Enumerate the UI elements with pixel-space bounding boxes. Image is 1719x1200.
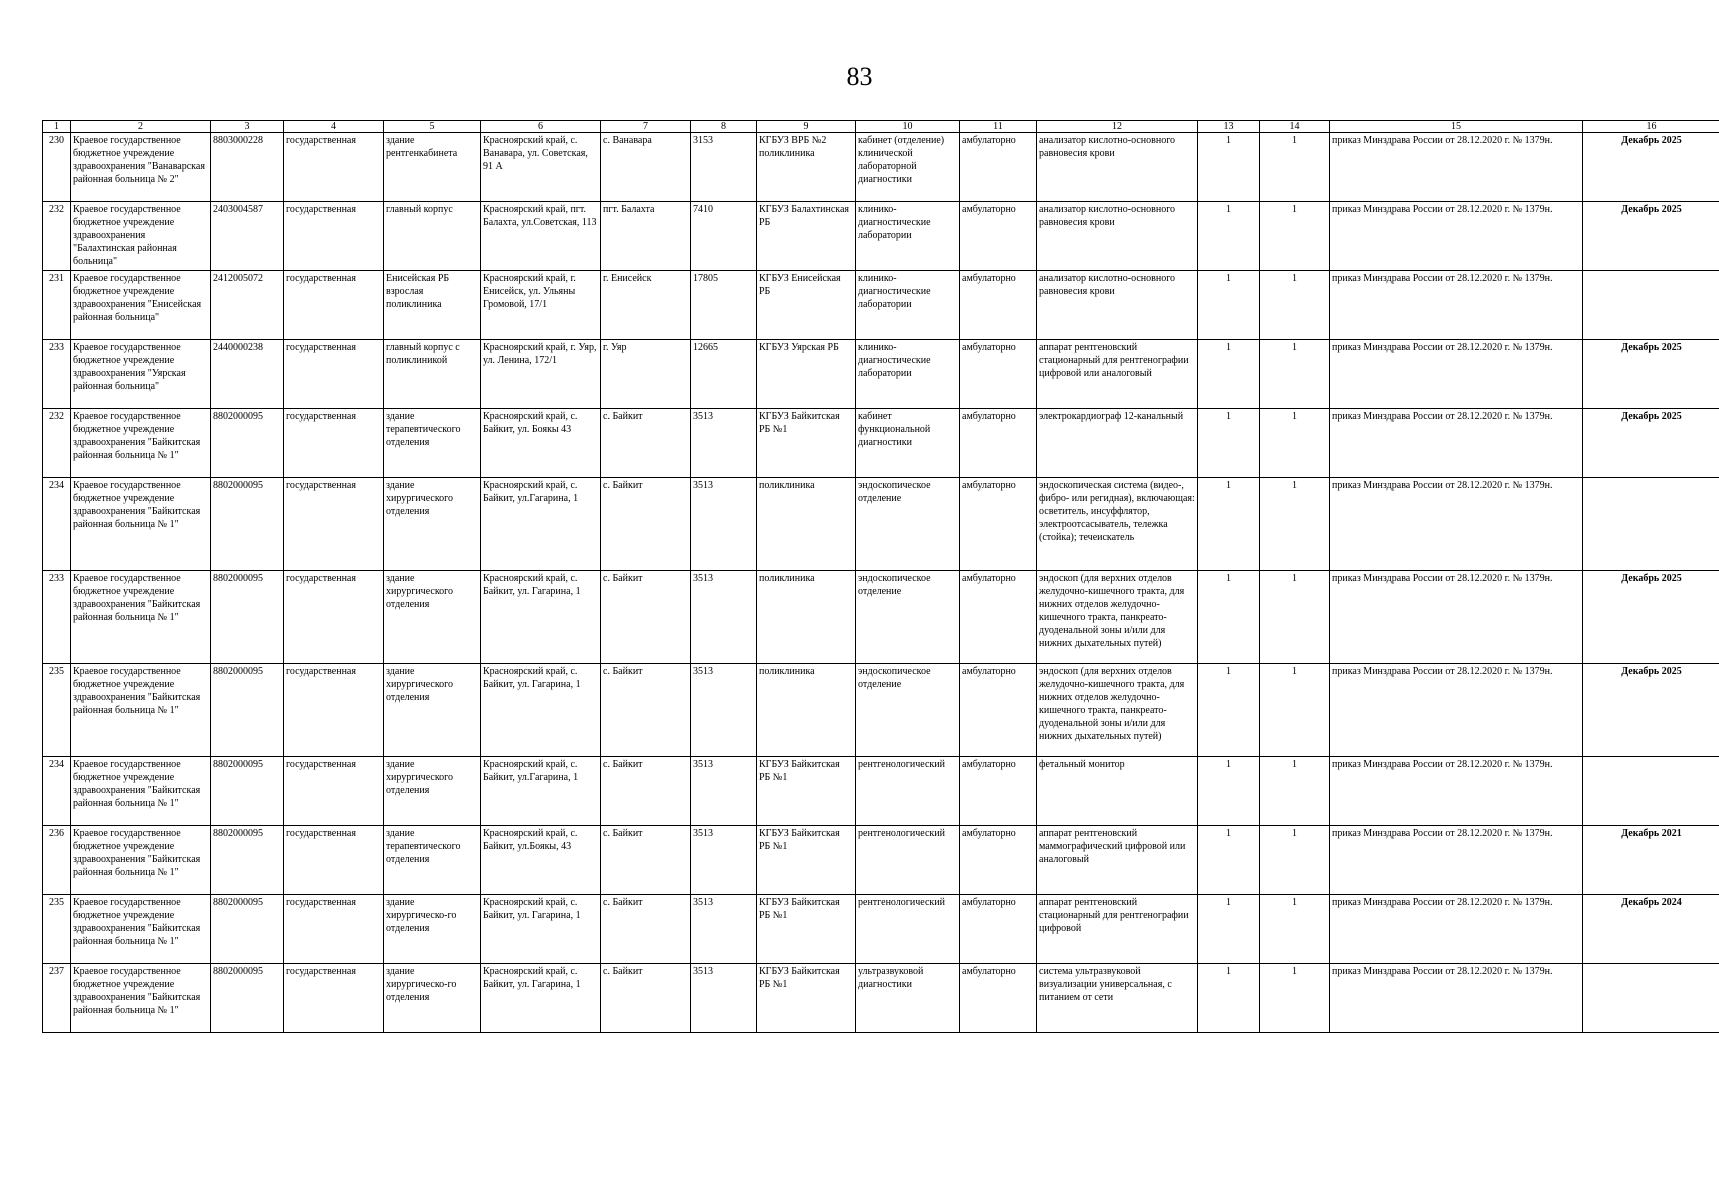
regulation: приказ Минздрава России от 28.12.2020 г. № 1379н. xyxy=(1330,757,1583,826)
address: Красноярский край, с. Байкит, ул.Гагарина, 1 xyxy=(481,757,601,826)
equipment: аппарат рентгеновский стационарный для рентгенографии цифровой или аналоговый xyxy=(1037,340,1198,409)
table-row xyxy=(43,340,1719,409)
column-number: 2 xyxy=(71,121,211,133)
building: главный корпус xyxy=(384,202,481,271)
subdivision: КГБУЗ Байкитская РБ №1 xyxy=(757,409,856,478)
locality: с. Байкит xyxy=(601,571,691,664)
quantity-standard: 1 xyxy=(1198,826,1260,895)
care-type: амбулаторно xyxy=(960,895,1037,964)
regulation: приказ Минздрава России от 28.12.2020 г. № 1379н. xyxy=(1330,826,1583,895)
department: эндоскопическое отделение xyxy=(856,571,960,664)
institution-name: Краевое государственное бюджетное учреждение здравоохранения "Байкитская районная больница № 1" xyxy=(71,895,211,964)
building: здание хирургического отделения xyxy=(384,478,481,571)
column-number: 13 xyxy=(1198,121,1260,133)
department: клинико-диагностические лаборатории xyxy=(856,271,960,340)
quantity-needed: 1 xyxy=(1260,895,1330,964)
inn: 2440000238 xyxy=(211,340,284,409)
column-number: 12 xyxy=(1037,121,1198,133)
regulation: приказ Минздрава России от 28.12.2020 г. № 1379н. xyxy=(1330,664,1583,757)
building: Енисейская РБ взрослая поликлиника xyxy=(384,271,481,340)
row-number: 230 xyxy=(43,133,71,202)
population: 3513 xyxy=(691,478,757,571)
address: Красноярский край, с. Байкит, ул. Гагарина, 1 xyxy=(481,895,601,964)
column-number: 16 xyxy=(1583,121,1719,133)
care-type: амбулаторно xyxy=(960,826,1037,895)
equipment: электрокардиограф 12-канальный xyxy=(1037,409,1198,478)
address: Красноярский край, г. Уяр, ул. Ленина, 172/1 xyxy=(481,340,601,409)
table-row xyxy=(43,271,1719,340)
care-type: амбулаторно xyxy=(960,202,1037,271)
equipment: анализатор кислотно-основного равновесия крови xyxy=(1037,271,1198,340)
column-number: 15 xyxy=(1330,121,1583,133)
table-row xyxy=(43,202,1719,271)
care-type: амбулаторно xyxy=(960,409,1037,478)
row-number: 236 xyxy=(43,826,71,895)
due-date: Декабрь 2021 xyxy=(1583,826,1719,895)
table-row xyxy=(43,133,1719,202)
column-number: 6 xyxy=(481,121,601,133)
department: ультразвуковой диагностики xyxy=(856,964,960,1033)
ownership-form: государственная xyxy=(284,895,384,964)
row-number: 235 xyxy=(43,895,71,964)
due-date xyxy=(1583,964,1719,1033)
ownership-form: государственная xyxy=(284,202,384,271)
subdivision: КГБУЗ ВРБ №2 поликлиника xyxy=(757,133,856,202)
care-type: амбулаторно xyxy=(960,664,1037,757)
inn: 8802000095 xyxy=(211,757,284,826)
column-number-row xyxy=(43,121,1719,133)
quantity-standard: 1 xyxy=(1198,964,1260,1033)
department: рентгенологический xyxy=(856,757,960,826)
quantity-needed: 1 xyxy=(1260,826,1330,895)
quantity-standard: 1 xyxy=(1198,895,1260,964)
ownership-form: государственная xyxy=(284,340,384,409)
ownership-form: государственная xyxy=(284,826,384,895)
quantity-needed: 1 xyxy=(1260,664,1330,757)
quantity-needed: 1 xyxy=(1260,571,1330,664)
care-type: амбулаторно xyxy=(960,340,1037,409)
building: здание рентгенкабинета xyxy=(384,133,481,202)
row-number: 233 xyxy=(43,571,71,664)
department: клинико-диагностические лаборатории xyxy=(856,202,960,271)
quantity-standard: 1 xyxy=(1198,340,1260,409)
locality: с. Байкит xyxy=(601,895,691,964)
equipment: аппарат рентгеновский маммографический цифровой или аналоговый xyxy=(1037,826,1198,895)
regulation: приказ Минздрава России от 28.12.2020 г. № 1379н. xyxy=(1330,478,1583,571)
institution-name: Краевое государственное бюджетное учреждение здравоохранения "Байкитская районная больница № 1" xyxy=(71,409,211,478)
subdivision: поликлиника xyxy=(757,571,856,664)
column-number: 9 xyxy=(757,121,856,133)
institution-name: Краевое государственное бюджетное учреждение здравоохранения "Байкитская районная больница № 1" xyxy=(71,478,211,571)
quantity-needed: 1 xyxy=(1260,202,1330,271)
quantity-needed: 1 xyxy=(1260,271,1330,340)
equipment: система ультразвуковой визуализации универсальная, с питанием от сети xyxy=(1037,964,1198,1033)
column-number: 7 xyxy=(601,121,691,133)
quantity-standard: 1 xyxy=(1198,571,1260,664)
ownership-form: государственная xyxy=(284,271,384,340)
ownership-form: государственная xyxy=(284,664,384,757)
quantity-standard: 1 xyxy=(1198,757,1260,826)
quantity-needed: 1 xyxy=(1260,964,1330,1033)
quantity-standard: 1 xyxy=(1198,664,1260,757)
equipment: анализатор кислотно-основного равновесия крови xyxy=(1037,202,1198,271)
address: Красноярский край, г. Енисейск, ул. Ульяны Громовой, 17/1 xyxy=(481,271,601,340)
column-number: 1 xyxy=(43,121,71,133)
address: Красноярский край, пгт. Балахта, ул.Советская, 113 xyxy=(481,202,601,271)
quantity-standard: 1 xyxy=(1198,271,1260,340)
subdivision: КГБУЗ Байкитская РБ №1 xyxy=(757,895,856,964)
address: Красноярский край, с. Байкит, ул.Боякы, 43 xyxy=(481,826,601,895)
subdivision: КГБУЗ Байкитская РБ №1 xyxy=(757,757,856,826)
column-number: 11 xyxy=(960,121,1037,133)
care-type: амбулаторно xyxy=(960,271,1037,340)
inn: 8802000095 xyxy=(211,478,284,571)
row-number: 235 xyxy=(43,664,71,757)
table-row xyxy=(43,664,1719,757)
building: здание хирургического отделения xyxy=(384,757,481,826)
row-number: 237 xyxy=(43,964,71,1033)
building: здание хирургического отделения xyxy=(384,664,481,757)
address: Красноярский край, с. Байкит, ул. Боякы 43 xyxy=(481,409,601,478)
building: здание терапевтического отделения xyxy=(384,826,481,895)
population: 3513 xyxy=(691,409,757,478)
quantity-needed: 1 xyxy=(1260,340,1330,409)
equipment: фетальный монитор xyxy=(1037,757,1198,826)
row-number: 234 xyxy=(43,478,71,571)
institution-name: Краевое государственное бюджетное учреждение здравоохранения "Байкитская районная больница № 1" xyxy=(71,664,211,757)
row-number: 232 xyxy=(43,409,71,478)
due-date xyxy=(1583,478,1719,571)
column-number: 4 xyxy=(284,121,384,133)
equipment-table xyxy=(42,120,1719,1033)
address: Красноярский край, с. Ванавара, ул. Советская, 91 А xyxy=(481,133,601,202)
subdivision: поликлиника xyxy=(757,478,856,571)
building: здание хирургическо-го отделения xyxy=(384,895,481,964)
population: 7410 xyxy=(691,202,757,271)
regulation: приказ Минздрава России от 28.12.2020 г. № 1379н. xyxy=(1330,409,1583,478)
department: клинико-диагностические лаборатории xyxy=(856,340,960,409)
subdivision: поликлиника xyxy=(757,664,856,757)
page-number: 83 xyxy=(846,62,873,91)
due-date: Декабрь 2024 xyxy=(1583,895,1719,964)
equipment: эндоскоп (для верхних отделов желудочно-кишечного тракта, для нижних отделов желудочно-кишечного тракта, панкреато-дуоденальной зоны и/или для нижних дыхательных путей) xyxy=(1037,664,1198,757)
institution-name: Краевое государственное бюджетное учреждение здравоохранения "Балахтинская районная больница" xyxy=(71,202,211,271)
department: рентгенологический xyxy=(856,895,960,964)
quantity-needed: 1 xyxy=(1260,478,1330,571)
inn: 8802000095 xyxy=(211,826,284,895)
table-row xyxy=(43,895,1719,964)
inn: 8803000228 xyxy=(211,133,284,202)
department: эндоскопическое отделение xyxy=(856,664,960,757)
institution-name: Краевое государственное бюджетное учреждение здравоохранения "Енисейская районная больница" xyxy=(71,271,211,340)
row-number: 232 xyxy=(43,202,71,271)
inn: 2403004587 xyxy=(211,202,284,271)
due-date: Декабрь 2025 xyxy=(1583,340,1719,409)
column-number: 14 xyxy=(1260,121,1330,133)
care-type: амбулаторно xyxy=(960,133,1037,202)
population: 3153 xyxy=(691,133,757,202)
building: здание хирургическо-го отделения xyxy=(384,964,481,1033)
subdivision: КГБУЗ Байкитская РБ №1 xyxy=(757,826,856,895)
institution-name: Краевое государственное бюджетное учреждение здравоохранения "Байкитская районная больница № 1" xyxy=(71,571,211,664)
quantity-needed: 1 xyxy=(1260,133,1330,202)
inn: 8802000095 xyxy=(211,964,284,1033)
row-number: 234 xyxy=(43,757,71,826)
address: Красноярский край, с. Байкит, ул. Гагарина, 1 xyxy=(481,964,601,1033)
locality: г. Уяр xyxy=(601,340,691,409)
building: здание терапевтического отделения xyxy=(384,409,481,478)
regulation: приказ Минздрава России от 28.12.2020 г. № 1379н. xyxy=(1330,271,1583,340)
row-number: 231 xyxy=(43,271,71,340)
address: Красноярский край, с. Байкит, ул. Гагарина, 1 xyxy=(481,664,601,757)
due-date xyxy=(1583,271,1719,340)
quantity-standard: 1 xyxy=(1198,478,1260,571)
quantity-needed: 1 xyxy=(1260,757,1330,826)
care-type: амбулаторно xyxy=(960,964,1037,1033)
ownership-form: государственная xyxy=(284,478,384,571)
institution-name: Краевое государственное бюджетное учреждение здравоохранения "Байкитская районная больница № 1" xyxy=(71,826,211,895)
regulation: приказ Минздрава России от 28.12.2020 г. № 1379н. xyxy=(1330,340,1583,409)
equipment: аппарат рентгеновский стационарный для рентгенографии цифровой xyxy=(1037,895,1198,964)
institution-name: Краевое государственное бюджетное учреждение здравоохранения "Байкитская районная больница № 1" xyxy=(71,757,211,826)
care-type: амбулаторно xyxy=(960,478,1037,571)
regulation: приказ Минздрава России от 28.12.2020 г. № 1379н. xyxy=(1330,895,1583,964)
regulation: приказ Минздрава России от 28.12.2020 г. № 1379н. xyxy=(1330,964,1583,1033)
locality: с. Байкит xyxy=(601,964,691,1033)
population: 3513 xyxy=(691,826,757,895)
table-row xyxy=(43,964,1719,1033)
department: рентгенологический xyxy=(856,826,960,895)
population: 3513 xyxy=(691,895,757,964)
due-date: Декабрь 2025 xyxy=(1583,664,1719,757)
inn: 8802000095 xyxy=(211,571,284,664)
due-date: Декабрь 2025 xyxy=(1583,133,1719,202)
regulation: приказ Минздрава России от 28.12.2020 г. № 1379н. xyxy=(1330,571,1583,664)
institution-name: Краевое государственное бюджетное учреждение здравоохранения "Ванаварская районная больница № 2" xyxy=(71,133,211,202)
ownership-form: государственная xyxy=(284,571,384,664)
locality: с. Байкит xyxy=(601,664,691,757)
locality: с. Байкит xyxy=(601,826,691,895)
population: 12665 xyxy=(691,340,757,409)
locality: с. Байкит xyxy=(601,478,691,571)
ownership-form: государственная xyxy=(284,133,384,202)
quantity-needed: 1 xyxy=(1260,409,1330,478)
department: эндоскопическое отделение xyxy=(856,478,960,571)
column-number: 8 xyxy=(691,121,757,133)
equipment: эндоскопическая система (видео-, фибро- или регидная), включающая: осветитель, инсуффлятор, электроотсасыватель, тележка (стойка); течеискатель xyxy=(1037,478,1198,571)
table-row xyxy=(43,757,1719,826)
inn: 8802000095 xyxy=(211,409,284,478)
department: кабинет функциональной диагностики xyxy=(856,409,960,478)
due-date: Декабрь 2025 xyxy=(1583,202,1719,271)
building: здание хирургического отделения xyxy=(384,571,481,664)
table-row xyxy=(43,571,1719,664)
care-type: амбулаторно xyxy=(960,757,1037,826)
quantity-standard: 1 xyxy=(1198,409,1260,478)
row-number: 233 xyxy=(43,340,71,409)
locality: с. Байкит xyxy=(601,757,691,826)
locality: с. Байкит xyxy=(601,409,691,478)
institution-name: Краевое государственное бюджетное учреждение здравоохранения "Байкитская районная больница № 1" xyxy=(71,964,211,1033)
population: 17805 xyxy=(691,271,757,340)
population: 3513 xyxy=(691,757,757,826)
department: кабинет (отделение) клинической лабораторной диагностики xyxy=(856,133,960,202)
care-type: амбулаторно xyxy=(960,571,1037,664)
locality: с. Ванавара xyxy=(601,133,691,202)
subdivision: КГБУЗ Байкитская РБ №1 xyxy=(757,964,856,1033)
subdivision: КГБУЗ Балахтинская РБ xyxy=(757,202,856,271)
address: Красноярский край, с. Байкит, ул. Гагарина, 1 xyxy=(481,571,601,664)
subdivision: КГБУЗ Енисейская РБ xyxy=(757,271,856,340)
population: 3513 xyxy=(691,964,757,1033)
regulation: приказ Минздрава России от 28.12.2020 г. № 1379н. xyxy=(1330,202,1583,271)
due-date: Декабрь 2025 xyxy=(1583,409,1719,478)
table-row xyxy=(43,478,1719,571)
ownership-form: государственная xyxy=(284,964,384,1033)
institution-name: Краевое государственное бюджетное учреждение здравоохранения "Уярская районная больница" xyxy=(71,340,211,409)
column-number: 3 xyxy=(211,121,284,133)
address: Красноярский край, с. Байкит, ул.Гагарина, 1 xyxy=(481,478,601,571)
population: 3513 xyxy=(691,664,757,757)
subdivision: КГБУЗ Уярская РБ xyxy=(757,340,856,409)
equipment: эндоскоп (для верхних отделов желудочно-кишечного тракта, для нижних отделов желудочно-кишечного тракта, панкреато-дуоденальной зоны и/или для нижних дыхательных путей) xyxy=(1037,571,1198,664)
inn: 8802000095 xyxy=(211,895,284,964)
quantity-standard: 1 xyxy=(1198,133,1260,202)
building: главный корпус с поликлиникой xyxy=(384,340,481,409)
equipment: анализатор кислотно-основного равновесия крови xyxy=(1037,133,1198,202)
inn: 8802000095 xyxy=(211,664,284,757)
ownership-form: государственная xyxy=(284,409,384,478)
table-row xyxy=(43,826,1719,895)
inn: 2412005072 xyxy=(211,271,284,340)
due-date xyxy=(1583,757,1719,826)
column-number: 10 xyxy=(856,121,960,133)
column-number: 5 xyxy=(384,121,481,133)
table-row xyxy=(43,409,1719,478)
ownership-form: государственная xyxy=(284,757,384,826)
population: 3513 xyxy=(691,571,757,664)
locality: г. Енисейск xyxy=(601,271,691,340)
regulation: приказ Минздрава России от 28.12.2020 г. № 1379н. xyxy=(1330,133,1583,202)
locality: пгт. Балахта xyxy=(601,202,691,271)
due-date: Декабрь 2025 xyxy=(1583,571,1719,664)
quantity-standard: 1 xyxy=(1198,202,1260,271)
